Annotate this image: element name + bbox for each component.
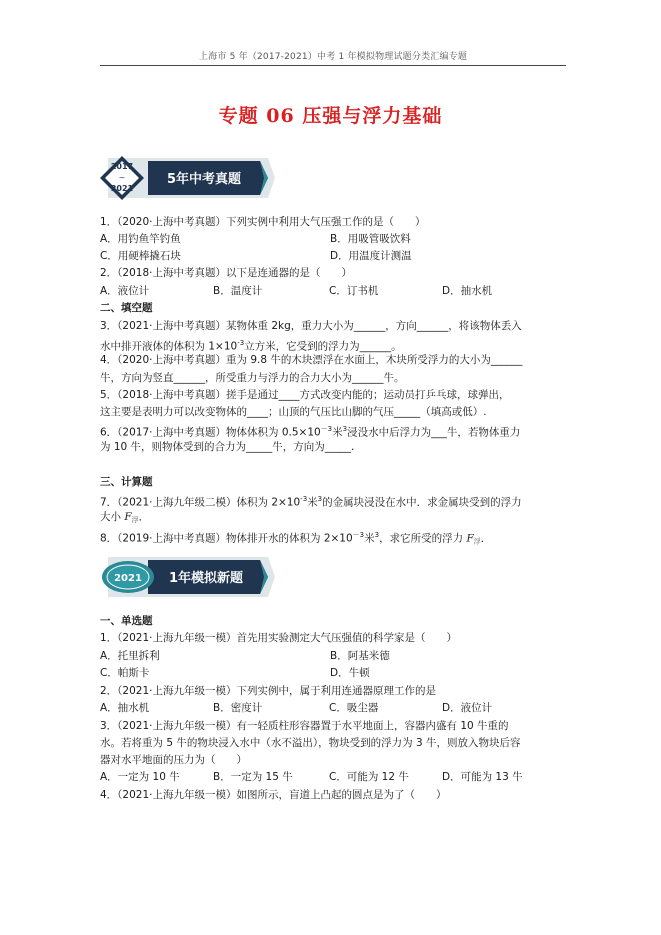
section-banner-mock: [100, 555, 275, 599]
question-line: 器对水平地面的压力为（ ）: [100, 754, 247, 766]
banner-label: 5年中考真题: [166, 172, 242, 187]
banner-year-sep: ~: [118, 173, 126, 182]
text-run: 水中排开液体的体积为 1×10: [100, 340, 238, 353]
subscript: 浮: [131, 516, 139, 524]
text-run: 大小: [100, 511, 125, 523]
text-run: 米: [307, 496, 318, 509]
option-c: C．帕斯卡: [100, 667, 150, 679]
banner-label: 1年模拟新题: [168, 571, 244, 586]
superscript: －3: [320, 425, 333, 433]
option-c: C．订书机: [329, 285, 379, 297]
question-line: 3．（2021·上海中考真题）某物体重 2kg，重力大小为______，方向______，将该物体丢入: [100, 320, 522, 332]
page-header: 上海市 5 年（2017-2021）中考 1 年模拟物理试题分类汇编专题: [198, 52, 468, 62]
question-line: 4．（2020·上海中考真题）重为 9.8 牛的木块漂浮在水面上，木块所受浮力的大小为______: [100, 354, 523, 366]
text-run: 米: [332, 426, 343, 439]
question-line: 牛，方向为竖直______，所受重力与浮力的合力大小为______牛。: [100, 372, 405, 384]
banner-year: 2021: [114, 573, 142, 584]
superscript: -3: [237, 339, 245, 347]
banner-year-bottom: 2021: [110, 184, 134, 193]
question-line: 大小 $F_浮$．: [100, 511, 150, 524]
text-run: 浸没水中后浮力为___牛，若物体重力: [347, 426, 521, 439]
option-d: D．用温度计测温: [330, 250, 412, 262]
text-run: ，求它所受的浮力: [379, 532, 467, 545]
section-heading: 三、计算题: [100, 476, 153, 488]
option-b: B．密度计: [213, 702, 263, 714]
question-stem: 1．（2020·上海中考真题）下列实例中利用大气压强工作的是（ ）: [100, 216, 426, 228]
banner-year-top: 2017: [110, 162, 134, 171]
option-a: A．托里拆利: [100, 650, 160, 662]
text-run: 立方米，它受到的浮力为______。: [244, 340, 402, 353]
text-run: 的金属块浸没在水中．求金属块受到的浮力: [322, 496, 522, 509]
superscript: 3: [342, 425, 348, 433]
question-line: [100, 421, 520, 441]
option-b: B．用吸管吸饮料: [330, 233, 411, 245]
option-c: C．吸尘器: [329, 702, 379, 714]
question-stem: 1．（2021·上海九年级一模）首先用实验测定大气压强值的科学家是（ ）: [100, 632, 457, 644]
option-d: D．可能为 13 牛: [442, 771, 523, 783]
option-c: C．用硬棒撬石块: [100, 250, 181, 262]
section-heading: 二、填空题: [100, 302, 153, 314]
subscript: 浮: [473, 537, 481, 546]
text-run: 米: [364, 532, 375, 545]
question-line: [100, 491, 522, 511]
superscript: -3: [300, 495, 308, 503]
section-banner-exam: [100, 156, 275, 200]
question-stem: 4．（2021·上海九年级一模）如图所示，盲道上凸起的圆点是为了（ ）: [100, 789, 447, 801]
symbol-F: F: [124, 511, 132, 523]
question-stem: 2．（2021·上海九年级一模）下列实例中，属于利用连通器原理工作的是: [100, 685, 436, 697]
section-heading: 一、单选题: [100, 615, 153, 627]
question-line: 8．（2019·上海中考真题）物体排开水的体积为 $2\times 10^{-3}$米$^3$，求它所受的浮力 $F_浮$．: [100, 531, 492, 546]
question-line: 这主要是表明力可以改变物体的____；山顶的气压比山脚的气压_____（填高或低）.: [100, 406, 487, 418]
option-b: B．温度计: [213, 285, 263, 297]
option-a: A．用钓鱼竿钓鱼: [100, 233, 181, 245]
option-a: A．液位计: [100, 285, 150, 297]
option-b: B．一定为 15 牛: [213, 771, 293, 783]
question-line: 5．（2018·上海中考真题）搓手是通过____方式改变内能的；运动员打乒乓球，球弹出，: [100, 389, 510, 401]
text-run: 6．（2017·上海中考真题）物体体积为 0.5×10: [100, 426, 321, 439]
header-divider: [100, 65, 566, 66]
option-d: D．牛顿: [330, 667, 370, 679]
text-run: 7．（2021·上海九年级二模）体积为 2×10: [100, 496, 301, 509]
question-line: 水。若将重为 5 牛的物块浸入水中（水不溢出），物块受到的浮力为 3 牛，则放入物块后容: [100, 737, 521, 749]
option-b: B．阿基米德: [330, 650, 390, 662]
option-d: D．抽水机: [442, 285, 493, 297]
option-a: A．一定为 10 牛: [100, 771, 180, 783]
page-title: 专题 06 压强与浮力基础: [218, 105, 443, 127]
superscript: －3: [352, 531, 365, 539]
option-a: A．抽水机: [100, 702, 150, 714]
superscript: 3: [374, 531, 380, 539]
text-run: 8．（2019·上海中考真题）物体排开水的体积为 2×10: [100, 532, 353, 545]
superscript: 3: [317, 495, 323, 503]
question-stem: 2．（2018·上海中考真题）以下是连通器的是（ ）: [100, 267, 352, 279]
question-line: 为 10 牛，则物体受到的合力为_____牛，方向为_____.: [100, 441, 355, 453]
option-c: C．可能为 12 牛: [329, 771, 409, 783]
symbol-F: F: [466, 532, 474, 545]
question-line: 3．（2021·上海九年级一模）有一轻质柱形容器置于水平地面上，容器内盛有 10 牛重的: [100, 720, 509, 732]
option-d: D．液位计: [442, 702, 493, 714]
